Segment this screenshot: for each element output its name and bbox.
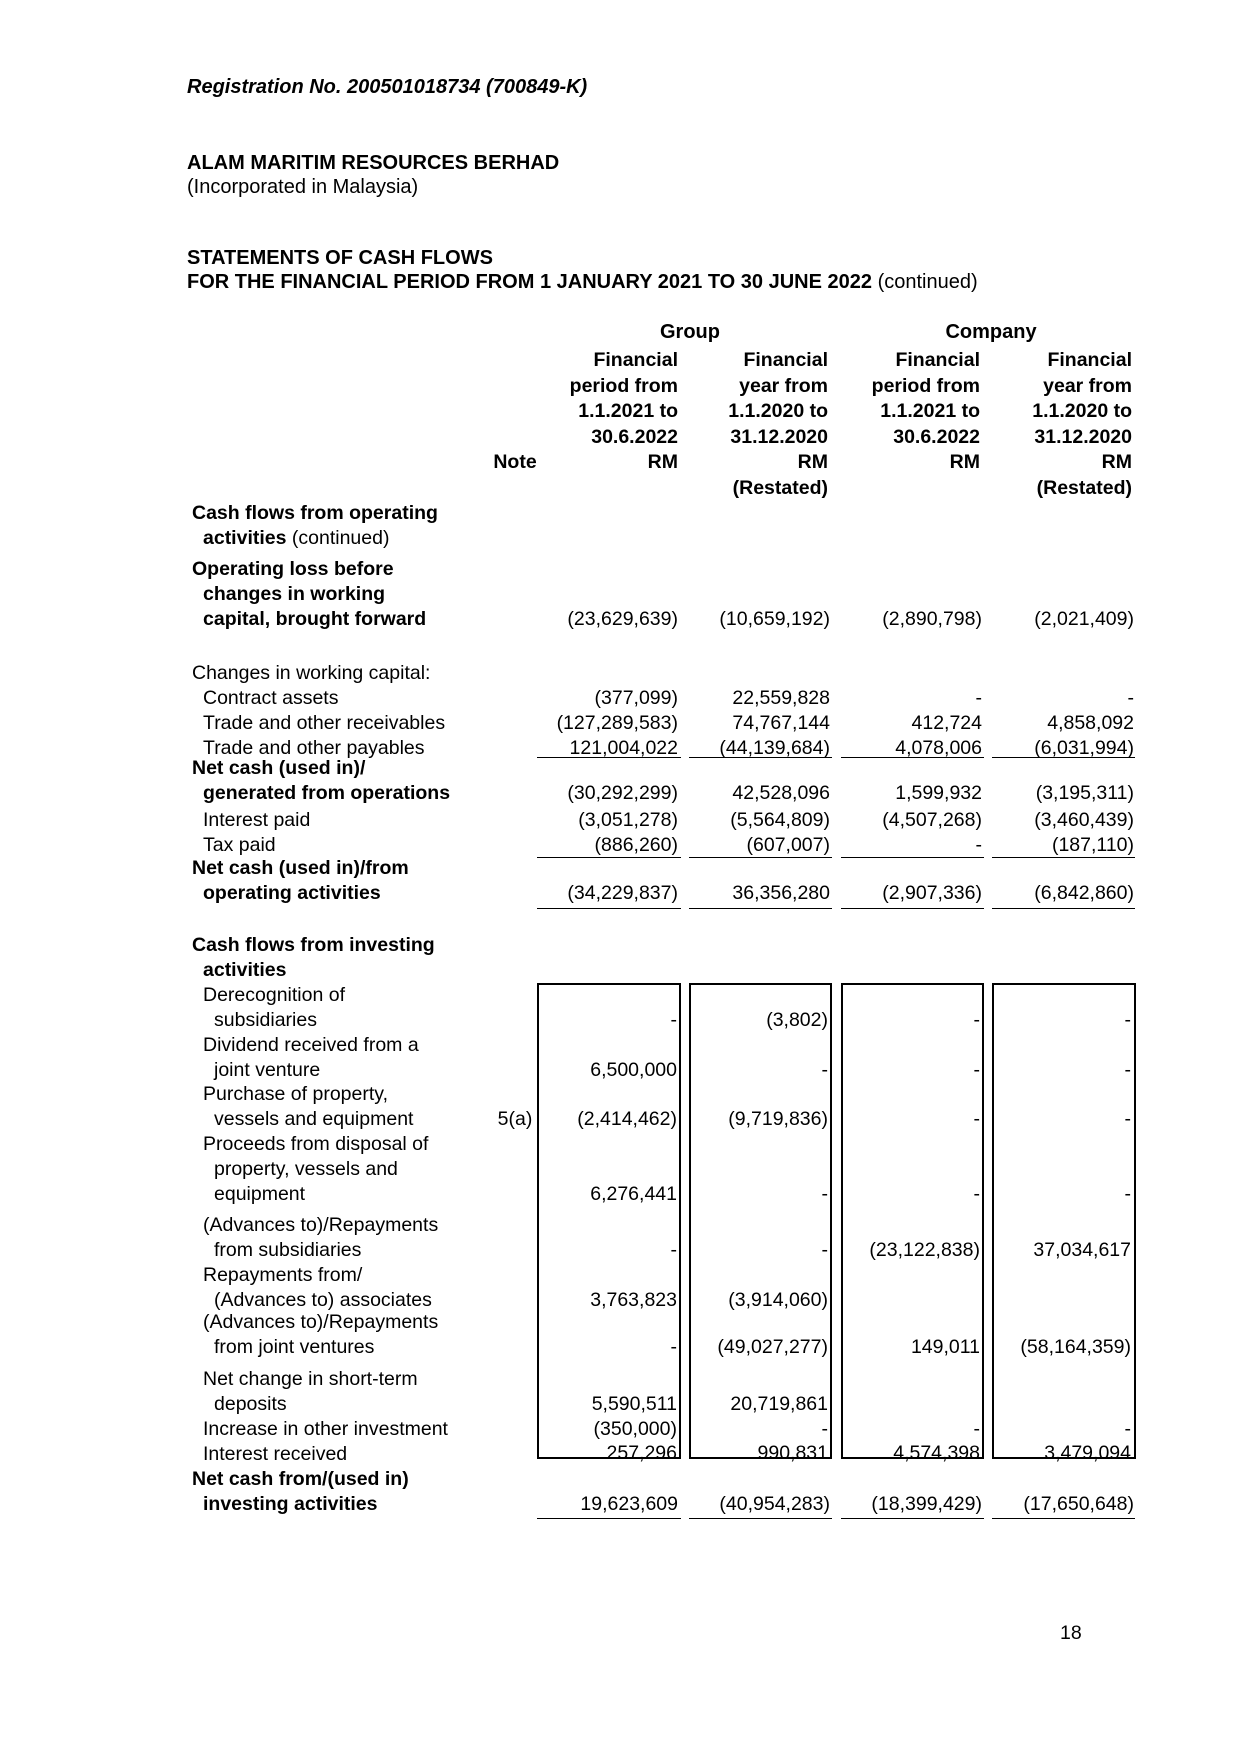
cell-value: (3,914,060) [728, 1289, 828, 1311]
cell-value: (18,399,429) [871, 1493, 982, 1515]
underline-rule [841, 757, 984, 758]
label-line: investing activities [203, 1493, 378, 1515]
label-line: (Advances to) associates [214, 1289, 432, 1311]
cell-value: (350,000) [593, 1418, 677, 1440]
cell-value: - [975, 687, 982, 709]
net-investing-label [192, 1467, 409, 1517]
cell-value: 22,559,828 [732, 687, 830, 709]
cell-value: 5,590,511 [591, 1393, 677, 1415]
continued-text: (continued) [877, 271, 978, 293]
row-label: Trade and other receivables [203, 712, 446, 734]
column-header-line: period from [569, 374, 678, 397]
label-line: from joint ventures [214, 1336, 375, 1358]
label-line: Operating loss before [192, 558, 394, 580]
operating-loss-label [192, 557, 426, 632]
cell-value: - [821, 1183, 828, 1205]
cell-value: 4,574,398 [893, 1442, 980, 1464]
label-line: property, vessels and [214, 1158, 398, 1180]
cell-value: 121,004,022 [569, 737, 678, 759]
cell-value: (23,122,838) [869, 1239, 980, 1261]
column-header-line: Financial [895, 349, 980, 371]
cell-value: (10,659,192) [719, 608, 830, 630]
label-line: joint venture [214, 1059, 321, 1081]
cell-value: (3,460,439) [1034, 809, 1134, 831]
row-label [203, 1033, 419, 1083]
cell-value: (3,195,311) [1035, 782, 1134, 804]
label-line: Purchase of property, [203, 1083, 388, 1105]
cell-value: (30,292,299) [567, 782, 678, 804]
section-heading-line: Cash flows from operating [192, 502, 438, 524]
column-header-line: RM [949, 451, 980, 473]
cell-value: (607,007) [746, 834, 830, 856]
underline-rule [689, 757, 832, 758]
column-header [668, 348, 828, 501]
registration-number: Registration No. 200501018734 (700849-K) [187, 76, 588, 98]
label-line: vessels and equipment [214, 1108, 414, 1130]
underline-rule [537, 1518, 681, 1519]
column-header-line: 31.12.2020 [1034, 425, 1132, 448]
label-line: generated from operations [203, 782, 451, 804]
cell-value: - [973, 1183, 980, 1205]
cell-value: (127,289,583) [556, 712, 678, 734]
row-label [203, 1132, 428, 1207]
column-header [820, 348, 980, 476]
row-label [203, 1263, 432, 1313]
cell-value: - [1124, 1418, 1131, 1440]
group-header: Group [660, 321, 720, 343]
column-box [841, 983, 984, 1459]
column-box [689, 983, 832, 1459]
section-operating-heading [192, 501, 438, 551]
row-label: Tax paid [203, 834, 276, 856]
column-header-line: 31.12.2020 [730, 425, 828, 448]
cell-value: (2,414,462) [577, 1108, 677, 1130]
cell-value: (377,099) [594, 687, 678, 709]
cell-value: (187,110) [1051, 834, 1134, 856]
underline-rule [841, 908, 984, 909]
net-operations-label [192, 756, 450, 806]
company-header: Company [945, 321, 1037, 343]
column-header-line: 1.1.2021 to [880, 400, 980, 422]
cell-value: 42,528,096 [732, 782, 830, 804]
cell-value: - [973, 1059, 980, 1081]
cell-value: - [975, 834, 982, 856]
row-label: Increase in other investment [203, 1418, 448, 1440]
label-line: Dividend received from a [203, 1034, 419, 1056]
column-header-line: 1.1.2020 to [728, 400, 828, 422]
row-label: Contract assets [203, 687, 339, 709]
underline-rule [689, 1518, 832, 1519]
cell-value: 6,276,441 [590, 1183, 677, 1205]
company-name: ALAM MARITIM RESOURCES BERHAD [187, 152, 560, 174]
page-number: 18 [1060, 1622, 1082, 1644]
underline-rule [841, 1518, 984, 1519]
label-line: (Advances to)/Repayments [203, 1311, 439, 1333]
underline-rule [992, 857, 1135, 858]
cell-value: - [1124, 1183, 1131, 1205]
cell-value: 3,763,823 [590, 1289, 677, 1311]
cell-value: (4,507,268) [882, 809, 982, 831]
cell-value: - [821, 1418, 828, 1440]
cell-value: 3,479,094 [1044, 1442, 1131, 1464]
row-label [203, 983, 345, 1033]
cell-value: 4,858,092 [1047, 712, 1134, 734]
cell-value: 37,034,617 [1033, 1239, 1131, 1261]
underline-rule [841, 857, 984, 858]
cell-value: - [1124, 1108, 1131, 1130]
row-label: Interest received [203, 1443, 348, 1465]
column-header-line: (Restated) [732, 476, 828, 499]
section-heading-line: Cash flows from investing [192, 934, 435, 956]
statement-subtitle [187, 271, 978, 294]
period-text: FOR THE FINANCIAL PERIOD FROM 1 JANUARY 2021 TO 30 JUNE 2022 [187, 271, 872, 293]
label-line: Net cash (used in)/ [192, 757, 366, 779]
column-header-line: RM [797, 451, 828, 473]
cell-value: 6,500,000 [590, 1059, 677, 1081]
cell-value: - [670, 1009, 677, 1031]
underline-rule [689, 908, 832, 909]
label-line: Repayments from/ [203, 1264, 363, 1286]
cell-value: 74,767,144 [732, 712, 830, 734]
label-line: Net cash (used in)/from [192, 857, 409, 879]
underline-rule [537, 908, 681, 909]
incorporation-note: (Incorporated in Malaysia) [187, 176, 419, 198]
cell-value: - [670, 1336, 677, 1358]
cell-value: (17,650,648) [1023, 1493, 1134, 1515]
column-header-line: period from [871, 374, 980, 397]
section-heading-line: activities [203, 959, 287, 981]
underline-rule [992, 908, 1135, 909]
cell-value: (3,802) [766, 1009, 828, 1031]
section-heading-rest: (continued) [286, 527, 390, 549]
label-line: Proceeds from disposal of [203, 1133, 429, 1155]
column-header-line: year from [1043, 374, 1132, 397]
row-label: Trade and other payables [203, 737, 425, 759]
cell-value: - [973, 1108, 980, 1130]
cell-value: (2,907,336) [882, 882, 982, 904]
cell-value: - [1124, 1059, 1131, 1081]
cell-value: - [821, 1239, 828, 1261]
underline-rule [992, 757, 1135, 758]
note-header: Note [493, 451, 537, 473]
label-line: (Advances to)/Repayments [203, 1214, 439, 1236]
cell-value: - [973, 1418, 980, 1440]
cell-value: (58,164,359) [1020, 1336, 1131, 1358]
net-operating-label [192, 856, 409, 906]
column-header-line: 1.1.2020 to [1032, 400, 1132, 422]
cell-value: (9,719,836) [728, 1108, 828, 1130]
label-line: subsidiaries [214, 1009, 317, 1031]
column-header-line: 30.6.2022 [893, 425, 980, 448]
note-reference: 5(a) [497, 1108, 533, 1130]
cell-value: - [1127, 687, 1134, 709]
cell-value: - [973, 1009, 980, 1031]
label-line: from subsidiaries [214, 1239, 362, 1261]
statement-title: STATEMENTS OF CASH FLOWS [187, 247, 493, 269]
underline-rule [689, 857, 832, 858]
cell-value: (2,021,409) [1034, 608, 1134, 630]
label-line: changes in working [203, 583, 386, 605]
cell-value: 1,599,932 [895, 782, 982, 804]
section-investing-heading [192, 933, 435, 983]
section-heading-line [192, 526, 438, 551]
label-line: Net change in short-term [203, 1368, 418, 1390]
underline-rule [537, 857, 681, 858]
cell-value: (5,564,809) [730, 809, 830, 831]
cell-value: (3,051,278) [578, 809, 678, 831]
column-header-line: year from [739, 374, 828, 397]
column-box [537, 983, 681, 1459]
row-label [203, 1082, 413, 1132]
cell-value: - [1124, 1009, 1131, 1031]
cell-value: (886,260) [594, 834, 678, 856]
cell-value: (2,890,798) [882, 608, 982, 630]
column-header-line: 1.1.2021 to [578, 400, 678, 422]
cell-value: 19,623,609 [580, 1493, 678, 1515]
column-header-line: RM [1101, 451, 1132, 473]
column-header-line: (Restated) [1036, 476, 1132, 499]
cell-value: 990,831 [757, 1442, 828, 1464]
changes-heading: Changes in working capital: [192, 662, 431, 684]
label-line: deposits [214, 1393, 287, 1415]
column-header-line: 30.6.2022 [591, 425, 678, 448]
column-header-line: Financial [593, 349, 678, 371]
row-label [203, 1367, 418, 1417]
row-label [203, 1310, 438, 1360]
column-header [518, 348, 678, 476]
cell-value: (40,954,283) [719, 1493, 830, 1515]
row-label: Interest paid [203, 809, 311, 831]
cell-value: 412,724 [911, 712, 982, 734]
cell-value: 4,078,006 [895, 737, 982, 759]
cell-value: (6,031,994) [1034, 737, 1134, 759]
cell-value: (23,629,639) [567, 608, 678, 630]
cell-value: - [821, 1059, 828, 1081]
cell-value: 36,356,280 [732, 882, 830, 904]
section-heading-bold: activities [203, 527, 287, 549]
column-box [992, 983, 1136, 1459]
column-header [972, 348, 1132, 501]
label-line: operating activities [203, 882, 381, 904]
cell-value: - [670, 1239, 677, 1261]
cell-value: (6,842,860) [1034, 882, 1134, 904]
column-header-line: RM [647, 451, 678, 473]
row-label [203, 1213, 438, 1263]
label-line: Derecognition of [203, 984, 346, 1006]
label-line: Net cash from/(used in) [192, 1468, 409, 1490]
underline-rule [537, 757, 681, 758]
cell-value: (44,139,684) [719, 737, 830, 759]
label-line: equipment [214, 1183, 306, 1205]
cell-value: 257,296 [606, 1442, 677, 1464]
label-line: capital, brought forward [203, 608, 427, 630]
underline-rule [992, 1518, 1135, 1519]
column-header-line: Financial [743, 349, 828, 371]
column-header-line: Financial [1047, 349, 1132, 371]
cell-value: (49,027,277) [717, 1336, 828, 1358]
cell-value: 20,719,861 [730, 1393, 828, 1415]
cell-value: 149,011 [910, 1336, 980, 1358]
cell-value: (34,229,837) [567, 882, 678, 904]
